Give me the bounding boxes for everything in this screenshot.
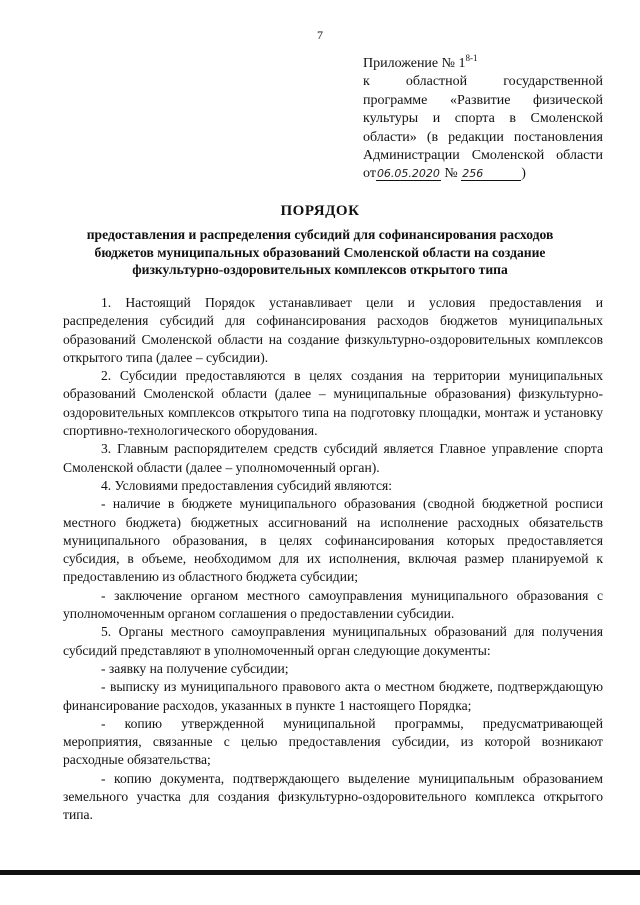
- document-body: [63, 294, 603, 825]
- paragraph-1: 1. Настоящий Порядок устанавливает цели и условия предоставления и распределения субсидий для софинансирования расходов бюджетов муниципальных образований Смоленской области на создание физкультурно-оздоровительных комплексов открытого типа (далее – субсидии).: [63, 295, 603, 365]
- appendix-line: области» (в редакции постановления: [363, 129, 603, 145]
- paragraph-3: 3. Главным распорядителем средств субсидий является Главное управление спорта Смоленской области (далее – уполномоченный орган).: [63, 441, 603, 475]
- paragraph-2: 2. Субсидии предоставляются в целях создания на территории муниципальных образований Смоленской области (далее – муниципальные образования) физкультурно-оздоровительных комплексов открытого типа на подготовку площадки, монтаж и установку спортивно-технологического оборудования.: [63, 368, 603, 439]
- paragraph-5: 5. Органы местного самоуправления муниципальных образований для получения субсидий представляют в уполномоченный орган следующие документы:: [63, 624, 603, 658]
- paragraph-4-item-2: - заключение органом местного самоуправления муниципального образования с уполномоченным органом соглашения о предоставлении субсидии.: [63, 587, 603, 622]
- appendix-block: [363, 55, 603, 184]
- paragraph-4-item-1: - наличие в бюджете муниципального образования (сводной бюджетной росписи местного бюджета) бюджетных ассигнований на исполнение расходных обязательств муниципального образования, в целях софинансирования которых предоставляется субсидия, в объеме, необходимом для их исполнения, включая размер планируемой к предоставлению из областного бюджета субсидии;: [63, 496, 603, 585]
- document-subtitle: предоставления и распределения субсидий для софинансирования расходов бюджетов муниципальных образований Смоленской области на создание физкультурно-оздоровительных комплексов открытого типа: [86, 227, 554, 278]
- number-prefix: №: [444, 166, 458, 182]
- paragraph-5-item-3: - копию утвержденной муниципальной программы, предусматривающей мероприятия, связанные с целью предоставления субсидии, из которой возникают расходные обязательства;: [63, 715, 603, 768]
- page-number: 7: [317, 28, 323, 42]
- handwritten-number: 256: [461, 167, 521, 181]
- appendix-line: к областной государственной: [363, 74, 603, 90]
- appendix-heading-text: Приложение № 1: [363, 56, 466, 71]
- closing-paren: ): [521, 166, 526, 182]
- appendix-line: культуры и спорта в Смоленской: [363, 111, 603, 127]
- date-prefix: от: [363, 166, 376, 182]
- footer-rule: [0, 870, 640, 875]
- document-title: ПОРЯДОК: [280, 203, 360, 219]
- appendix-superscript: 8-1: [465, 53, 478, 63]
- paragraph-5-item-1: - заявку на получение субсидии;: [101, 660, 289, 676]
- paragraph-5-item-4: - копию документа, подтверждающего выделение муниципальным образованием земельного участка для создания физкультурно-оздоровительного комплекса открытого типа.: [63, 770, 603, 823]
- appendix-heading: [363, 55, 603, 73]
- appendix-line: Администрации Смоленской области: [363, 148, 603, 164]
- handwritten-date: 06.05.2020: [376, 167, 440, 181]
- paragraph-4: 4. Условиями предоставления субсидий являются:: [101, 477, 393, 493]
- paragraph-5-item-2: - выписку из муниципального правового акта о местном бюджете, подтверждающую финансирование расходов, указанных в пункте 1 настоящего Порядка;: [63, 679, 603, 713]
- appendix-date-line: [363, 165, 603, 183]
- appendix-line: программе «Развитие физической: [363, 92, 603, 108]
